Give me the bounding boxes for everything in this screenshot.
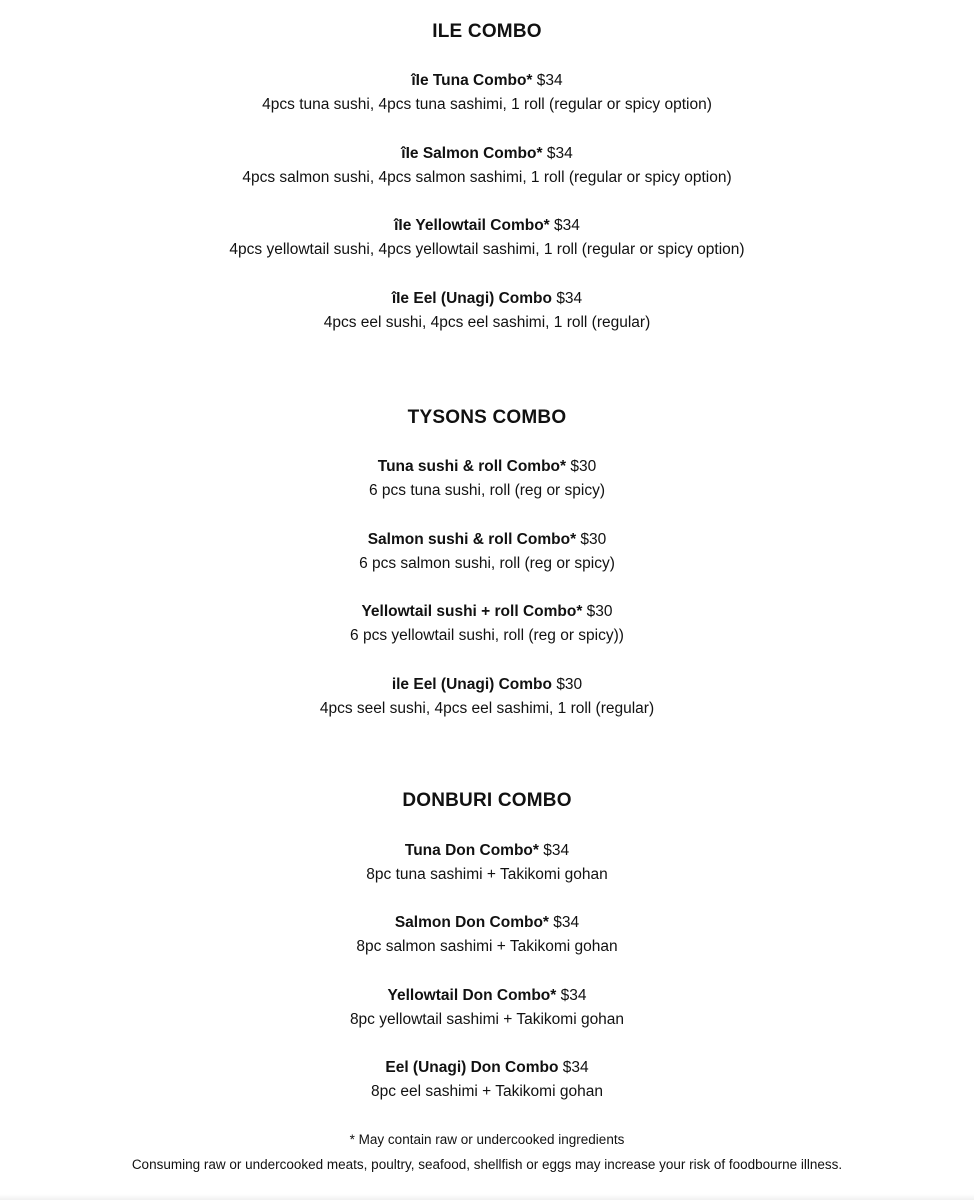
menu-item-ile-yellowtail-combo xyxy=(0,214,974,262)
item-name: ile Eel (Unagi) Combo xyxy=(391,676,552,693)
section-title: ILE COMBO xyxy=(432,21,542,42)
item-description: 4pcs eel sushi, 4pcs eel sashimi, 1 roll (regular) xyxy=(323,314,651,331)
item-price: $34 xyxy=(543,842,570,859)
menu-item-ile-eel-combo xyxy=(0,287,974,335)
page-bottom-edge xyxy=(0,1194,974,1200)
item-price: $30 xyxy=(580,531,607,548)
item-name: Yellowtail sushi + roll Combo* xyxy=(361,603,583,620)
menu-item-yellowtail-sushi-roll-combo xyxy=(0,600,974,648)
section-title: TYSONS COMBO xyxy=(407,407,567,428)
item-name: Yellowtail Don Combo* xyxy=(387,987,557,1004)
item-description: 4pcs tuna sushi, 4pcs tuna sashimi, 1 roll (regular or spicy option) xyxy=(262,96,712,113)
menu-item-salmon-don-combo xyxy=(0,911,974,959)
item-description: 8pc salmon sashimi + Takikomi gohan xyxy=(356,938,618,955)
item-description: 6 pcs salmon sushi, roll (reg or spicy) xyxy=(359,555,615,572)
item-name: Tuna Don Combo* xyxy=(404,842,539,859)
item-description: 6 pcs tuna sushi, roll (reg or spicy) xyxy=(368,482,606,499)
item-name: îIe Tuna Combo* xyxy=(411,72,533,89)
menu-item-ile-tuna-combo xyxy=(0,69,974,117)
menu-item-tuna-sushi-roll-combo xyxy=(0,455,974,503)
menu-item-eel-don-combo xyxy=(0,1056,974,1104)
item-price: $30 xyxy=(586,603,613,620)
section-ile-combo xyxy=(0,18,974,46)
foodborne-illness-warning: Consuming raw or undercooked meats, poultry, seafood, shellfish or eggs may increase your risk of foodbourne illness. xyxy=(131,1157,843,1172)
item-description: 8pc tuna sashimi + Takikomi gohan xyxy=(366,866,608,883)
item-price: $34 xyxy=(560,987,587,1004)
item-price: $34 xyxy=(556,290,583,307)
item-name: Salmon Don Combo* xyxy=(394,914,549,931)
menu-item-ile-salmon-combo xyxy=(0,142,974,190)
item-price: $34 xyxy=(546,145,573,162)
item-price: $34 xyxy=(553,914,580,931)
item-price: $30 xyxy=(570,458,597,475)
item-description: 4pcs seel sushi, 4pcs eel sashimi, 1 roll (regular) xyxy=(319,700,655,717)
item-description: 8pc eel sashimi + Takikomi gohan xyxy=(371,1083,603,1100)
item-description: 4pcs yellowtail sushi, 4pcs yellowtail sashimi, 1 roll (regular or spicy option) xyxy=(229,241,745,258)
menu-item-tuna-don-combo xyxy=(0,839,974,887)
item-price: $34 xyxy=(554,217,580,234)
menu-item-ile-eel-unagi-combo xyxy=(0,673,974,721)
item-description: 4pcs salmon sushi, 4pcs salmon sashimi, 1 roll (regular or spicy option) xyxy=(242,169,732,186)
item-name: Eel (Unagi) Don Combo xyxy=(385,1059,559,1076)
item-price: $30 xyxy=(556,676,583,693)
item-name: îIe Salmon Combo* xyxy=(401,145,543,162)
item-name: Salmon sushi & roll Combo* xyxy=(367,531,577,548)
item-name: Tuna sushi & roll Combo* xyxy=(377,458,567,475)
section-title: DONBURI COMBO xyxy=(402,790,572,811)
menu-item-yellowtail-don-combo xyxy=(0,984,974,1032)
item-name: îIe Eel (Unagi) Combo xyxy=(391,290,552,307)
section-tysons-combo xyxy=(0,404,974,432)
raw-ingredients-note: * May contain raw or undercooked ingredients xyxy=(349,1132,625,1147)
item-name: îIe Yellowtail Combo* xyxy=(394,217,550,234)
item-description: 8pc yellowtail sashimi + Takikomi gohan xyxy=(349,1011,625,1028)
item-description: 6 pcs yellowtail sushi, roll (reg or spicy)) xyxy=(350,627,624,644)
item-price: $34 xyxy=(562,1059,589,1076)
section-donburi-combo xyxy=(0,787,974,815)
item-price: $34 xyxy=(536,72,563,89)
menu-item-salmon-sushi-roll-combo xyxy=(0,528,974,576)
